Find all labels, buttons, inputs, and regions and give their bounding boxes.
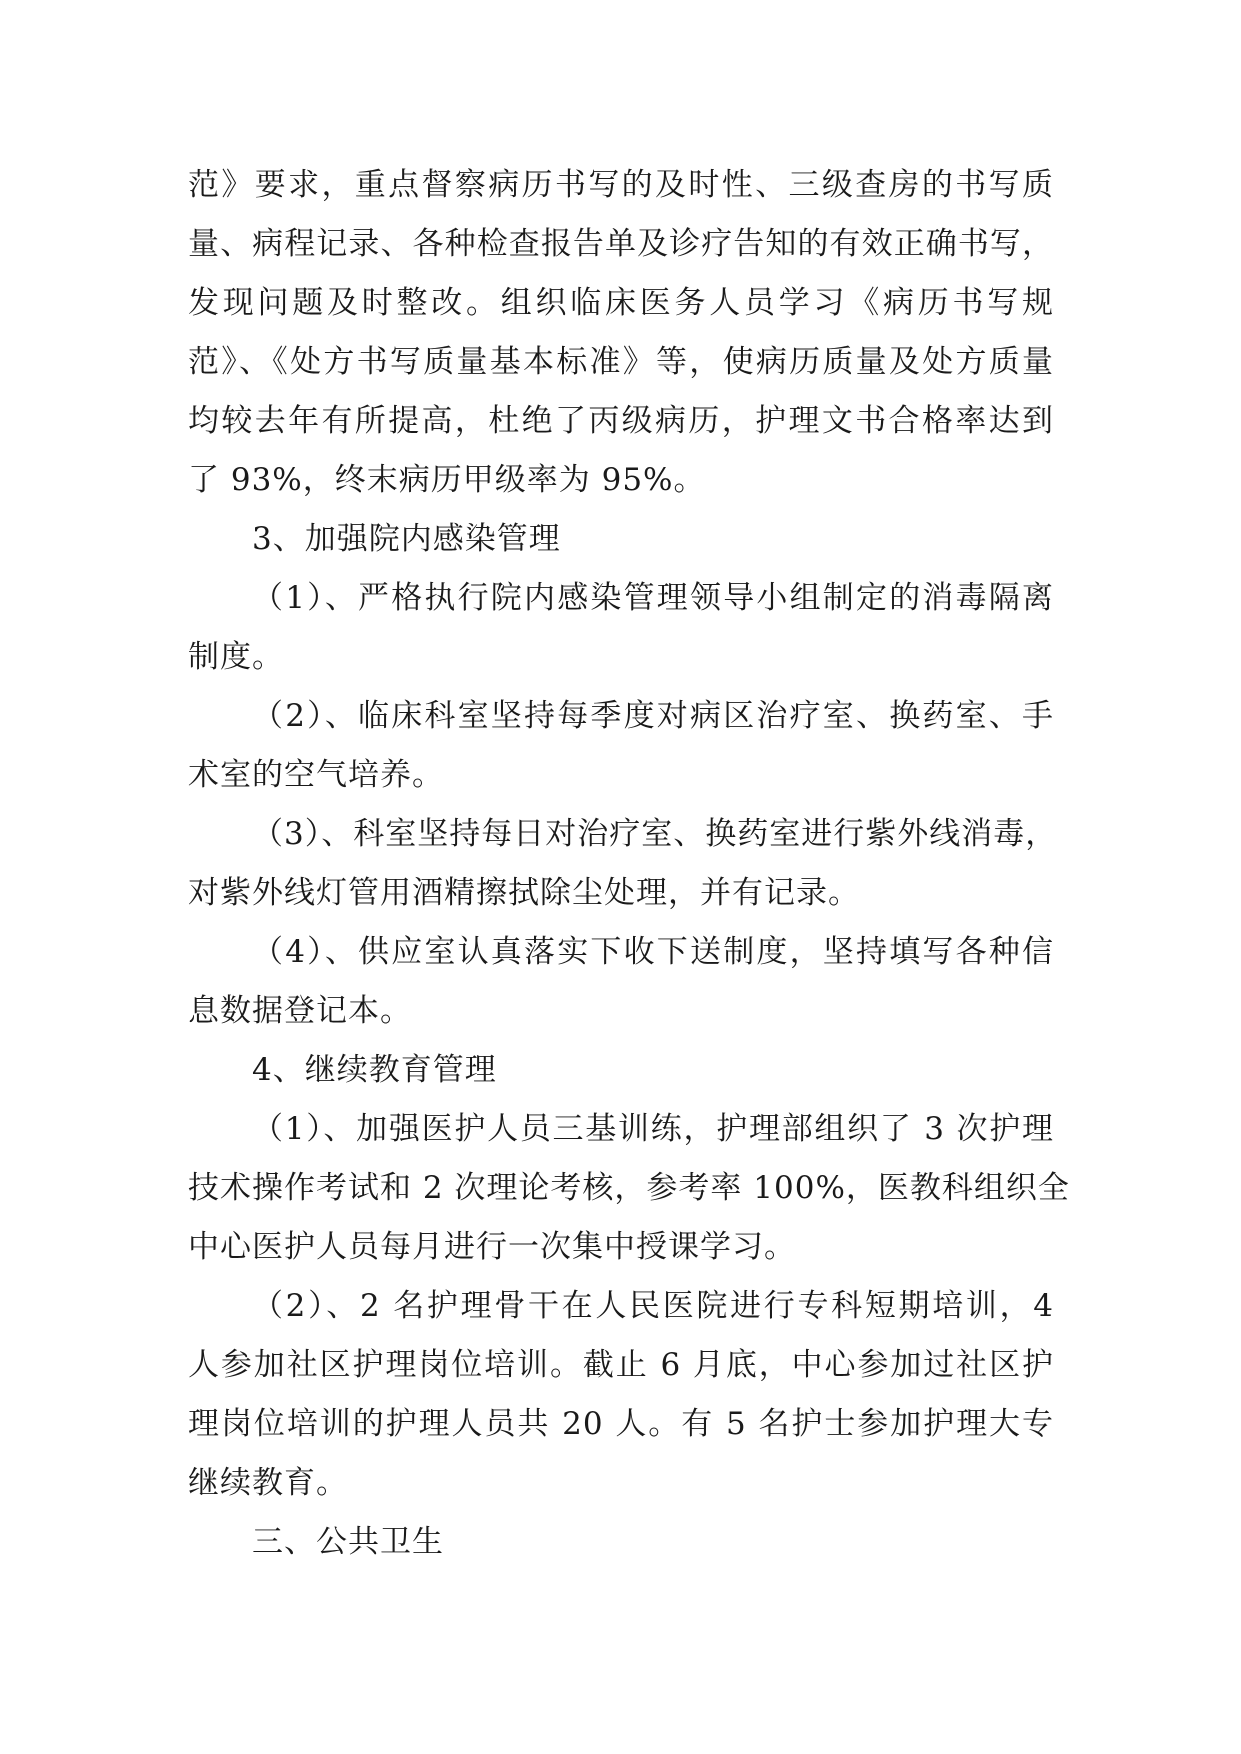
text-line: 人参加社区护理岗位培训。截止 6 月底，中心参加过社区护 xyxy=(188,1347,1054,1383)
text-line: 了 93%，终末病历甲级率为 95%。 xyxy=(188,462,706,498)
text-line: （4）、供应室认真落实下收下送制度，坚持填写各种信 xyxy=(252,934,1054,970)
text-line: 制度。 xyxy=(188,639,284,675)
text-line: 3、加强院内感染管理 xyxy=(252,521,561,557)
text-line: 继续教育。 xyxy=(188,1465,348,1501)
text-line: 三、公共卫生 xyxy=(252,1524,444,1560)
text-line: 量、病程记录、各种检查报告单及诊疗告知的有效正确书写， xyxy=(188,226,1054,262)
text-line: （2）、2 名护理骨干在人民医院进行专科短期培训，4 xyxy=(252,1288,1054,1324)
text-line: 均较去年有所提高，杜绝了丙级病历，护理文书合格率达到 xyxy=(188,403,1054,439)
text-line: 范》要求，重点督察病历书写的及时性、三级查房的书写质 xyxy=(188,167,1054,203)
text-line: 中心医护人员每月进行一次集中授课学习。 xyxy=(188,1229,796,1265)
text-line: （2）、临床科室坚持每季度对病区治疗室、换药室、手 xyxy=(252,698,1054,734)
text-line: 范》、《处方书写质量基本标准》等，使病历质量及处方质量 xyxy=(188,344,1054,380)
document-body xyxy=(188,156,1070,1572)
text-line: 4、继续教育管理 xyxy=(252,1052,497,1088)
text-line: 息数据登记本。 xyxy=(188,993,412,1029)
text-line: （1）、严格执行院内感染管理领导小组制定的消毒隔离 xyxy=(252,580,1054,616)
text-line: 对紫外线灯管用酒精擦拭除尘处理，并有记录。 xyxy=(188,875,860,911)
text-line: 理岗位培训的护理人员共 20 人。有 5 名护士参加护理大专 xyxy=(188,1406,1054,1442)
text-line: 发现问题及时整改。组织临床医务人员学习《病历书写规 xyxy=(188,285,1054,321)
text-line: 术室的空气培养。 xyxy=(188,757,444,793)
text-line: （1）、加强医护人员三基训练，护理部组织了 3 次护理 xyxy=(252,1111,1054,1147)
text-line: 技术操作考试和 2 次理论考核，参考率 100%，医教科组织全 xyxy=(188,1170,1070,1206)
text-line: （3）、科室坚持每日对治疗室、换药室进行紫外线消毒， xyxy=(252,816,1058,852)
